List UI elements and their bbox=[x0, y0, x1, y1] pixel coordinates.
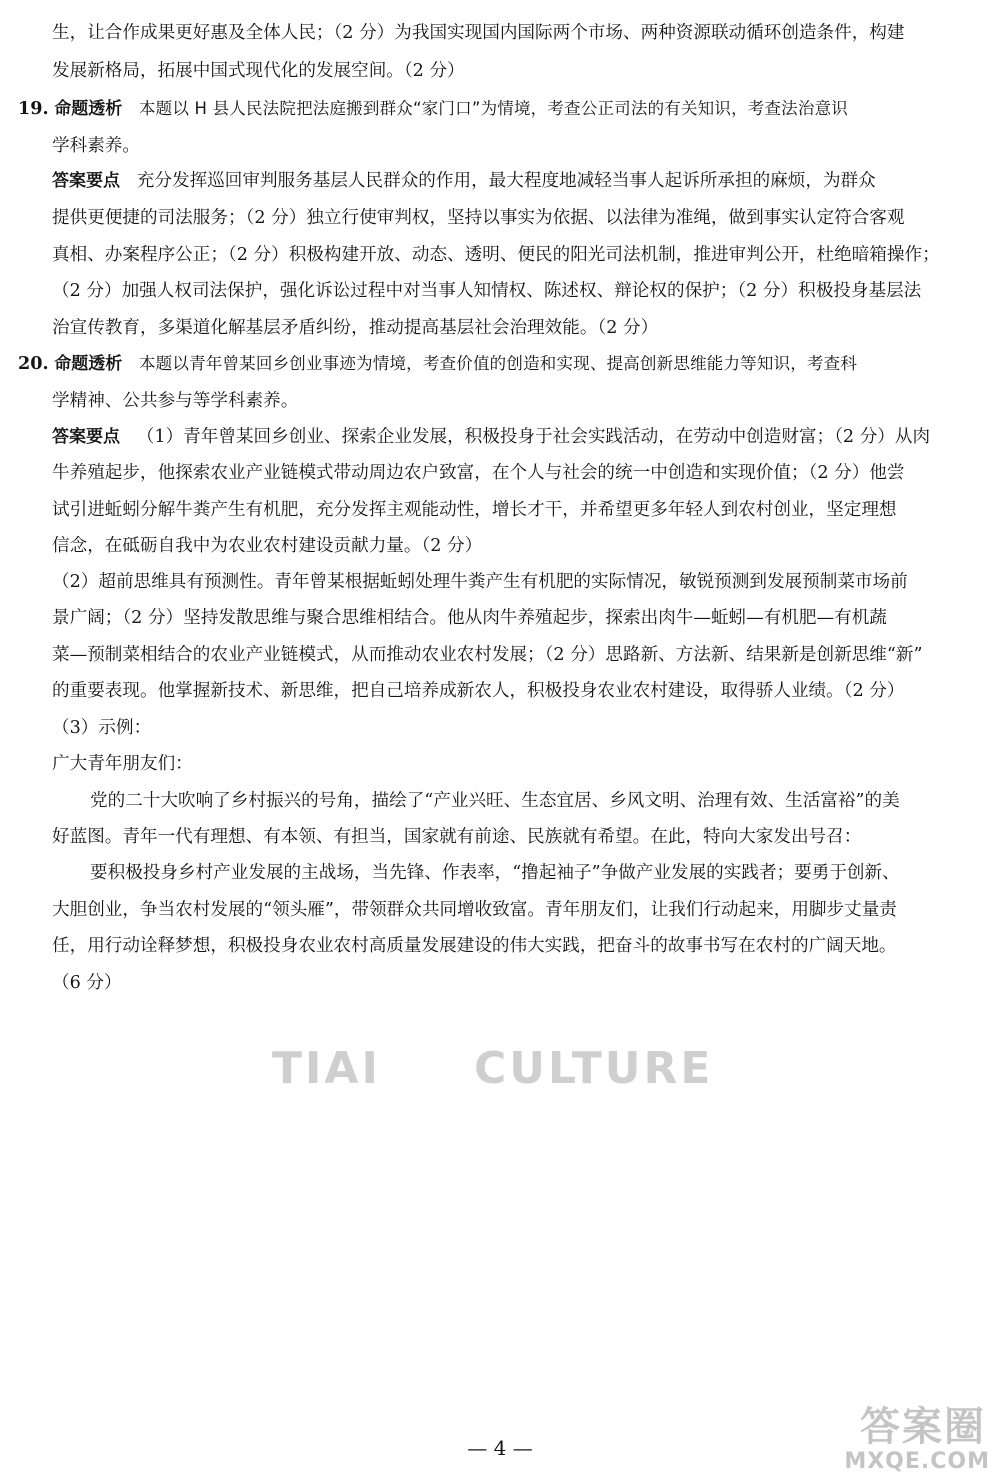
text-line: （2 分）加强人权司法保护，强化诉讼过程中对当事人知情权、陈述权、辩论权的保护；（2 分）积极投身基层法 bbox=[52, 281, 922, 301]
text-line: 信念，在砥砺自我中为农业农村建设贡献力量。（2 分） bbox=[52, 536, 483, 556]
text-line: 发展新格局，拓展中国式现代化的发展空间。（2 分） bbox=[52, 61, 465, 81]
logo-url: MXQE.COM bbox=[844, 1449, 990, 1474]
text-line: 学科素养。 bbox=[52, 136, 140, 156]
page-number: — 4 — bbox=[467, 1436, 533, 1460]
section-label-answer: 答案要点 bbox=[52, 171, 120, 191]
text-line: 任，用行动诠释梦想，积极投身农业农村高质量发展建设的伟大实践，把奋斗的故事书写在农村的广阔天地。 bbox=[52, 936, 897, 956]
text-line: （3）示例： bbox=[52, 718, 152, 738]
text-line: 的重要表现。他掌握新技术、新思维，把自己培养成新农人，积极投身农业农村建设，取得骄人业绩。（2 分） bbox=[52, 681, 905, 701]
answer-text: 充分发挥巡回审判服务基层人民群众的作用，最大程度地减轻当事人起诉所承担的麻烦，为群众 bbox=[136, 171, 876, 191]
text-line: 真相、办案程序公正；（2 分）积极构建开放、动态、透明、便民的阳光司法机制，推进审判公开，杜绝暗箱操作； bbox=[52, 245, 940, 265]
answer-text: （1）青年曾某回乡创业、探索企业发展，积极投身于社会实践活动，在劳动中创造财富；（2 分）从肉 bbox=[136, 427, 931, 447]
text-line: （2）超前思维具有预测性。青年曾某根据蚯蚓处理牛粪产生有机肥的实际情况，敏锐预测到发展预制菜市场前 bbox=[52, 572, 908, 592]
text-line: （6 分） bbox=[52, 973, 122, 993]
section-label-answer: 答案要点 bbox=[52, 427, 120, 447]
watermark-left: TIAI bbox=[272, 1043, 381, 1094]
question-19-intro-line bbox=[18, 94, 982, 124]
text-line: 菜—预制菜相结合的农业产业链模式，从而推动农业农村发展；（2 分）思路新、方法新、结果新是创新思维“新” bbox=[52, 645, 923, 665]
question-20-answer-line bbox=[52, 422, 982, 452]
text-line: 景广阔；（2 分）坚持发散思维与聚合思维相结合。他从肉牛养殖起步，探索出肉牛—蚯蚓—有机肥—有机蔬 bbox=[52, 608, 887, 628]
question-19-answer-line bbox=[52, 166, 982, 196]
section-label-intro: 命题透析 bbox=[54, 99, 123, 119]
corner-logo bbox=[800, 1405, 1000, 1480]
text-line: 提供更便捷的司法服务；（2 分）独立行使审判权，坚持以事实为依据、以法律为准绳，做到事实认定符合客观 bbox=[52, 208, 905, 228]
section-label-intro: 命题透析 bbox=[54, 354, 123, 374]
text-line: 试引进蚯蚓分解牛粪产生有机肥，充分发挥主观能动性，增长才干，并希望更多年轻人到农村创业，坚定理想 bbox=[52, 500, 897, 520]
text-line: 好蓝图。青年一代有理想、有本领、有担当，国家就有前途、民族就有希望。在此，特向大家发出号召： bbox=[52, 827, 862, 847]
text-line: 学精神、公共参与等学科素养。 bbox=[52, 391, 299, 411]
text-line: 牛养殖起步，他探索农业产业链模式带动周边农户致富，在个人与社会的统一中创造和实现价值；（2 分）他尝 bbox=[52, 463, 905, 483]
question-intro-text: 本题以青年曾某回乡创业事迹为情境，考查价值的创造和实现、提高创新思维能力等知识，考查科 bbox=[138, 354, 858, 373]
text-line: 广大青年朋友们： bbox=[52, 754, 193, 774]
text-line: 党的二十大吹响了乡村振兴的号角，描绘了“产业兴旺、生态宜居、乡风文明、治理有效、生活富裕”的美 bbox=[90, 791, 900, 811]
text-line: 大胆创业，争当农村发展的“领头雁”，带领群众共同增收致富。青年朋友们，让我们行动起来，用脚步丈量责 bbox=[52, 900, 897, 920]
watermark-right: CULTURE bbox=[474, 1043, 714, 1094]
question-20-intro-line bbox=[18, 349, 982, 379]
question-number: 20. bbox=[18, 353, 49, 374]
question-number: 19. bbox=[18, 98, 49, 119]
text-line: 生，让合作成果更好惠及全体人民；（2 分）为我国实现国内国际两个市场、两种资源联动循环创造条件，构建 bbox=[52, 23, 905, 43]
logo-text: 答案圈 bbox=[860, 1404, 986, 1450]
question-intro-text: 本题以 H 县人民法院把法庭搬到群众“家门口”为情境，考查公正司法的有关知识，考查法治意识 bbox=[138, 99, 848, 118]
text-line: 治宣传教育，多渠道化解基层矛盾纠纷，推动提高基层社会治理效能。（2 分） bbox=[52, 318, 659, 338]
text-line: 要积极投身乡村产业发展的主战场，当先锋、作表率，“撸起袖子”争做产业发展的实践者；要勇于创新、 bbox=[90, 863, 900, 883]
